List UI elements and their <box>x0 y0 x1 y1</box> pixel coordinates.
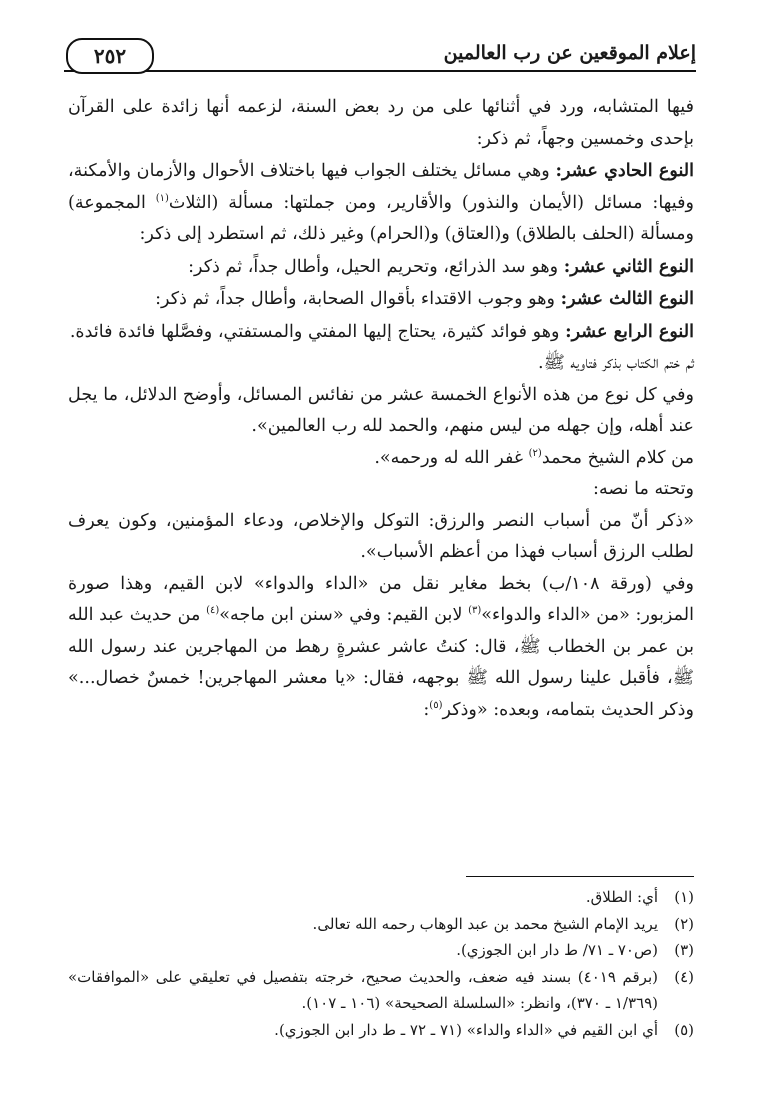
footnote-text: أي ابن القيم في «الداء والداء» (٧١ ـ ٧٢ ـ ط دار ابن الجوزي). <box>274 1020 658 1039</box>
footnote-1 <box>68 884 694 911</box>
paragraph-type-14: النوع الرابع عشر: وهو فوائد كثيرة، يحتاج إليها المفتي والمستفتي، وفصَّلها فائدة فائدة. <box>69 320 694 342</box>
footnote-text: أي: الطلاق. <box>585 888 658 906</box>
footnote-3 <box>68 937 694 964</box>
footnote-text: يريد الإمام الشيخ محمد بن عبد الوهاب رحمه الله تعالى. <box>312 914 658 933</box>
section-label: النوع الرابع عشر: <box>565 320 694 342</box>
footnote-number: (٥) <box>674 1020 694 1039</box>
paragraph-type-13: النوع الثالث عشر: وهو وجوب الاقتداء بأقوال الصحابة، وأطال جداً، ثم ذكر: <box>155 288 694 309</box>
paragraph-6: ثم ختم الكتاب بذكر فتاويه ﷺ. <box>537 353 694 373</box>
section-label: النوع الثالث عشر: <box>560 288 694 309</box>
paragraph-10: «ذكر أنّ من أسباب النصر والرزق: التوكل والإخلاص، ودعاء المؤمنين، وكون يعرف لطلب الرزق أسباب فهذا من أعظم الأسباب». <box>68 510 694 562</box>
footnote-number: (٢) <box>674 914 694 933</box>
footnote-number: (٤) <box>674 967 694 986</box>
footnote-ref[interactable]: (٥) <box>429 699 443 711</box>
footnote-text: (ص٧٠ ـ ٧١/ ط دار ابن الجوزي). <box>456 941 658 959</box>
footnote-separator <box>466 876 694 877</box>
paragraph-9: وتحته ما نصه: <box>593 479 694 499</box>
main-text <box>68 92 694 726</box>
paragraph-11: وفي (ورقة ١٠٨/ب) بخط مغاير نقل من «الداء والدواء» لابن القيم، وهذا صورة المزبور: «من «الداء والدواء»$^{(٣)}$ لابن القيم: وفي «سنن ابن ماجه»$^{(٤)}$ من حديث عبد الله بن عمر بن الخطاب ﷺ، قال: كنتُ عاشر عشرةٍ رهط من المهاجرين عند رسول الله ﷺ، فأقبل علينا رسول الله ﷺ بوجهه، فقال: «يا معشر المهاجرين! خمسٌ خصال...» وذكر الحديث بتمامه، وبعده: «وذكر$^{(٥)}$: <box>68 573 695 720</box>
footnote-number: (١) <box>674 888 694 906</box>
footnote-2 <box>68 911 694 938</box>
paragraph-type-12: النوع الثاني عشر: وهو سد الذرائع، وتحريم الحيل، وأطال جداً، ثم ذكر: <box>188 255 694 277</box>
footnote-5 <box>68 1017 694 1044</box>
footnote-ref[interactable]: (٤) <box>206 605 220 617</box>
header-title: إعلام الموقعين عن رب العالمين <box>443 42 696 64</box>
footnote-number: (٣) <box>674 941 694 959</box>
section-label: النوع الحادي عشر: <box>555 160 695 181</box>
footnote-ref[interactable]: (١) <box>155 192 169 204</box>
paragraph-type-11: النوع الحادي عشر: وهي مسائل يختلف الجواب فيها باختلاف الأحوال والأزمان والأمكنة، وفيها: مسائل (الأيمان والنذور) والأقارير، ومن جملتها: مسألة (الثلاث$^{(١)}$ المجموعة) ومسألة (الحلف بالطلاق) و(العتاق) و(الحرام) وغير ذلك، ثم استطرد إلى ذكر: <box>68 160 695 244</box>
header-rule <box>64 70 696 72</box>
footnotes <box>68 884 694 1043</box>
paragraph-7: وفي كل نوع من هذه الأنواع الخمسة عشر من نفائس المسائل، وأوضح الدلائل، ما يجل عند أهله، وإن جهله من ليس منهم، والحمد لله رب العالمين». <box>68 384 694 436</box>
paragraph-1: فيها المتشابه، ورد في أثنائها على من رد بعض السنة، لزعمه أنها زائدة على القرآن بإحدى وخمسين وجهاً، ثم ذكر: <box>68 97 694 149</box>
page-number: ٢٥٢ <box>66 38 154 74</box>
running-header <box>64 34 696 74</box>
footnote-text: (برقم ٤٠١٩) بسند فيه ضعف، والحديث صحيح، خرجته بتفصيل في تعليقي على «الموافقات» (١/٣٦٩ ـ ٣٧٠)، وانظر: «السلسلة الصحيحة» (١٠٦ ـ ١٠٧). <box>68 967 658 1012</box>
section-label: النوع الثاني عشر: <box>563 255 694 277</box>
paragraph-8: من كلام الشيخ محمد$^{(٢)}$ غفر الله له ورحمه». <box>374 447 694 468</box>
footnote-ref[interactable]: (٣) <box>468 605 482 617</box>
footnote-ref[interactable]: (٢) <box>528 447 542 459</box>
footnote-4 <box>68 964 694 1017</box>
